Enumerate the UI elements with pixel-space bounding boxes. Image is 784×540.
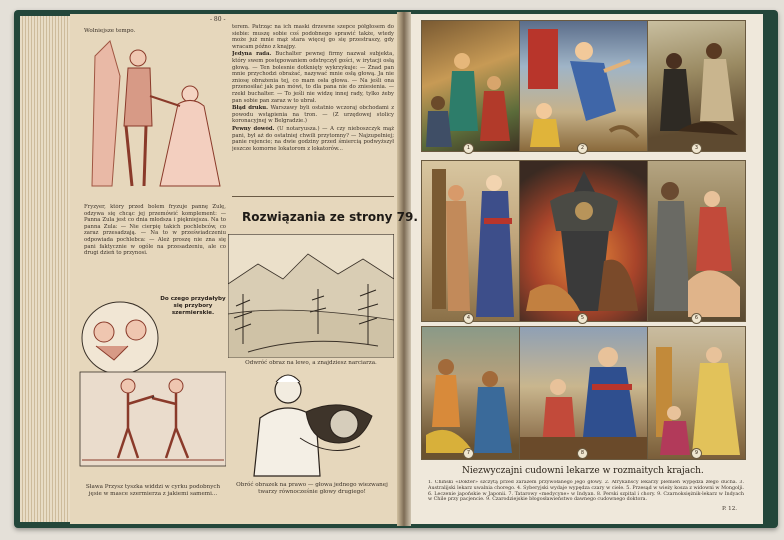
book-gutter [397, 12, 411, 526]
plate-caption: 1. Chiński «Dokter» szczytą przed zarazem przywołanego jego głowy. 2. Afrykańscy lekarzy plemień wypędza złego ducha. 3. Australijski lekarz uwalnia chorego. 4. Syberyjski wydaje wypędza czary w ciele. 5. Przesąd w wieży kosza z widowni w Mongolji. 6. Leczenie japońskie w Japonii. 7. Tatarowy «medycyne» w Indyan. 8. Perski szpital i chory. 9. Czarnoksiężnik-lekarz w Indyach w Chile przy pacjencie. 9. Czarodziejskie błogosławieństwo dawnego cudownego doktora. [428, 480, 744, 503]
joke-text-blad-druku: Warszawy byli ostatnio wczoraj obchodami z powodu wstąpienia na tron. — (Z urzędowej stolicy koronacyjnej w Belgradzie.) [232, 105, 394, 125]
fencing-title: Do czego przydałyby się przybory szermierskie. [160, 296, 226, 316]
plate-panel-7 [421, 326, 521, 460]
joke-title-jedyna-rada: Jedyna rada. [232, 51, 272, 58]
panel-number-9: 9 [691, 448, 702, 459]
page-stack-edges [20, 16, 70, 522]
continued-text: terem. Patrząc na ich maski drzewne szepce półgłosem do siebie: muszę sobie coś podobnego sprawić także, wtedy może już mnie mąż stara więcej go się przestraszy, gdy wracam późno z knajpy. [232, 24, 394, 50]
plate-title: Niezwyczajni cudowni lekarze w rozmaitych krajach. [462, 466, 704, 476]
joke-title-pewny-dowod: Pewny dowód. [232, 125, 275, 132]
panel-number-2: 2 [577, 143, 588, 154]
panel-number-7: 7 [463, 448, 474, 459]
plate-panel-3 [647, 20, 746, 152]
plate-panel-4 [421, 160, 521, 322]
section-divider [232, 196, 394, 197]
plate-panel-8 [519, 326, 649, 460]
fencing-illustration [74, 300, 226, 468]
left-page-number: - 80 - [210, 16, 226, 23]
panel-number-4: 4 [463, 313, 474, 324]
fryzyer-text-block [84, 204, 226, 292]
caption-heads: Obróć obrazek na prawo — głowa jednego wiezwanej twarzy równocześnie głowy drugiego! [236, 482, 388, 495]
plate-number: P. 12. [722, 506, 738, 512]
plate-panel-9 [647, 326, 746, 460]
heads-puzzle-illustration [240, 368, 386, 480]
caption-fencing: Sława Przysz tyszka widdzi w cyrku podobnych jęsie w masce szermierza z jakiemi samemi... [85, 484, 221, 497]
panel-number-6: 6 [691, 313, 702, 324]
right-column-jokes [232, 24, 394, 174]
solutions-title: Rozwiązania ze strony 79. [242, 210, 418, 224]
landscape-puzzle-illustration [228, 234, 394, 358]
joke-text-jedyna-rada: Buchalter pewnej firmy nazwał subjekta, który swem postępowaniem odstręczył gości, w irytacji osłą głową. — Ten bolesnie dotknięty wykrzykuje: — Znad pan mnie przychodzi obrażać, nazywać mnie osłą głową. Ja nie zniosę obrażenia tej, co mam osła głowa. — Na jeśli ona przenosiłać jak pan mówi, to dla pana nie do zniesienia. — rzekł buchalter. — To jeśli nie widzę innej rady, tylko żeby pan sobie pan zaraz w to ubrał. [232, 51, 394, 104]
plate-panel-5 [519, 160, 649, 322]
plate-panel-2 [519, 20, 649, 152]
joke-title-blad-druku: Błąd druku. [232, 105, 268, 112]
colour-plate [421, 20, 744, 458]
joke-text-pewny-dowod: (U notaryusza.) — A czy nieboszczyk mąż pani, był aż do ostatniej chwili przytomny? — Najzupełniej; panie rejencie; na dwie godziny przed śmiercią podwyższył jeszcze komorne lokatorom z lokatorów... [232, 125, 394, 152]
panel-number-8: 8 [577, 448, 588, 459]
couple-illustration [80, 36, 230, 196]
fryzyer-joke: Fryzyer, który przed bolem fryzuje pannę Zulę, odzywa się chcąc jej przemówić komplement: — Panna Zula jest co dnia młodsza i piękniejsza. Na to panna Zula: — Nie cierpię takich pochlebców, co zaraz przesadzają. — Na to w przeświadczeniu odpowiada pochlebca: — Ależ proszę nie zna się pani faktycznie w ogóle na przesadzeniu, ale co drugi dzień to przynosi. [84, 204, 226, 257]
panel-number-1: 1 [463, 143, 474, 154]
panel-number-5: 5 [577, 313, 588, 324]
caption-landscape: Odwróć obraz na lewo, a znajdziesz narciarza. [245, 360, 377, 366]
plate-panel-1 [421, 20, 521, 152]
panel-number-3: 3 [691, 143, 702, 154]
plate-panel-6 [647, 160, 746, 322]
top-caption: Wolniejsze tempo. [84, 28, 136, 34]
